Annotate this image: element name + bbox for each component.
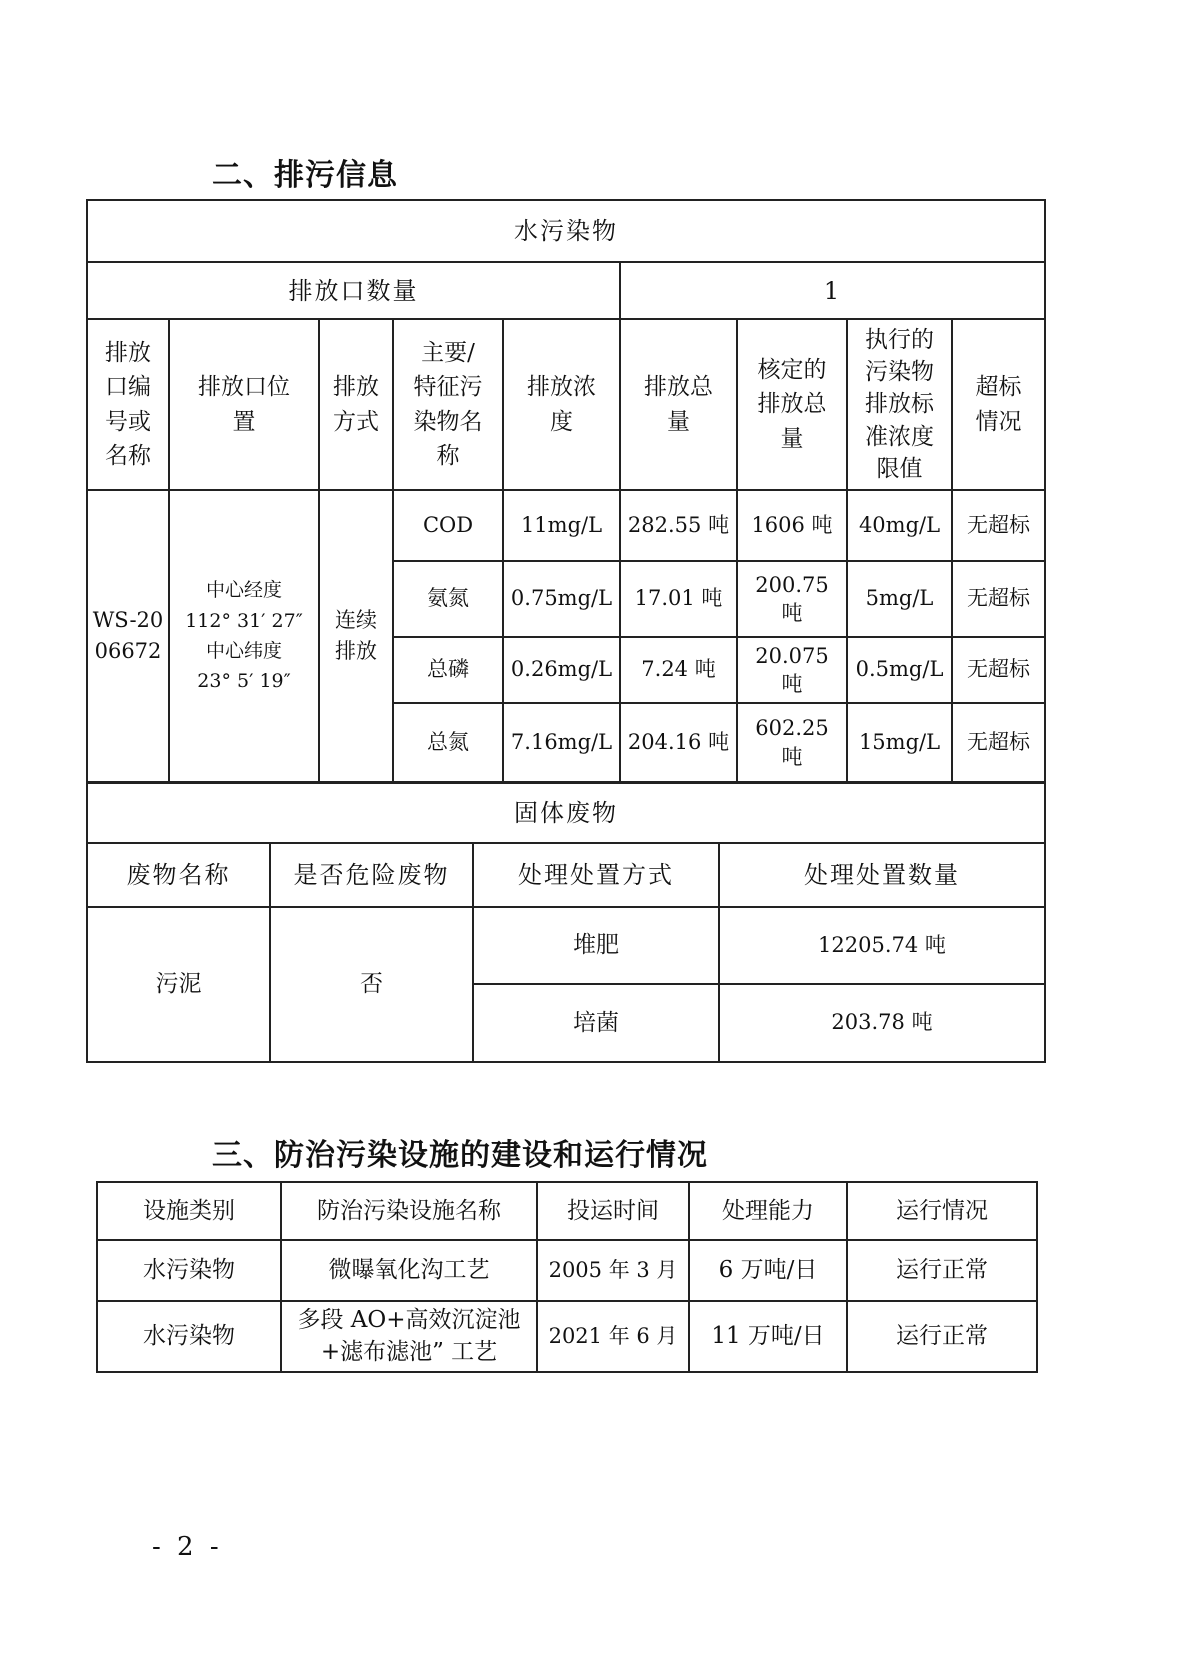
concentration: 7.16mg/L [503, 703, 620, 782]
total: 7.24 吨 [620, 637, 737, 703]
approved-total: 1606 吨 [737, 490, 847, 561]
outlet-count-value: 1 [620, 262, 1045, 319]
header-concentration: 排放浓 度 [503, 319, 620, 490]
table-row [97, 1240, 1037, 1301]
table-row [97, 1301, 1037, 1372]
water-title: 水污染物 [87, 200, 1045, 262]
limit: 40mg/L [847, 490, 952, 561]
outlet-count-label: 排放口数量 [87, 262, 620, 319]
water-pollutants-table [86, 199, 1046, 783]
total: 204.16 吨 [620, 703, 737, 782]
header-hazardous: 是否危险废物 [270, 843, 473, 907]
header-disposal-quantity: 处理处置数量 [719, 843, 1045, 907]
facility-capacity: 11 万吨/日 [689, 1301, 847, 1372]
table-row [87, 490, 1045, 561]
hazardous: 否 [270, 907, 473, 1062]
facility-status: 运行正常 [847, 1240, 1037, 1301]
pollutant-name: 总磷 [393, 637, 503, 703]
header-pollutant: 主要/ 特征污 染物名 称 [393, 319, 503, 490]
solid-title: 固体废物 [87, 783, 1045, 843]
header-facility-name: 防治污染设施名称 [281, 1182, 537, 1240]
approved-total: 200.75 吨 [737, 561, 847, 637]
limit: 15mg/L [847, 703, 952, 782]
status: 无超标 [952, 561, 1045, 637]
facility-name: 多段 AO+高效沉淀池 +滤布滤池” 工艺 [281, 1301, 537, 1372]
header-limit: 执行的 污染物 排放标 准浓度 限值 [847, 319, 952, 490]
header-capacity: 处理能力 [689, 1182, 847, 1240]
facility-status: 运行正常 [847, 1301, 1037, 1372]
header-location: 排放口位 置 [169, 319, 319, 490]
limit: 0.5mg/L [847, 637, 952, 703]
page-number: - 2 - [152, 1532, 223, 1562]
facilities-table [96, 1181, 1038, 1373]
facility-date: 2021 年 6 月 [537, 1301, 689, 1372]
approved-total: 602.25 吨 [737, 703, 847, 782]
facility-capacity: 6 万吨/日 [689, 1240, 847, 1301]
facility-category: 水污染物 [97, 1301, 281, 1372]
facility-name: 微曝氧化沟工艺 [281, 1240, 537, 1301]
section2-heading: 二、排污信息 [212, 158, 398, 193]
header-disposal-method: 处理处置方式 [473, 843, 719, 907]
outlet-location: 中心经度 112° 31′ 27″ 中心纬度 23° 5′ 19″ [169, 490, 319, 782]
pollutant-name: 氨氮 [393, 561, 503, 637]
disposal-method: 培菌 [473, 984, 719, 1062]
header-status: 运行情况 [847, 1182, 1037, 1240]
header-approved: 核定的 排放总 量 [737, 319, 847, 490]
total: 17.01 吨 [620, 561, 737, 637]
total: 282.55 吨 [620, 490, 737, 561]
waste-name: 污泥 [87, 907, 270, 1062]
solid-waste-table [86, 782, 1046, 1063]
discharge-method: 连续 排放 [319, 490, 393, 782]
header-outlet-id: 排放 口编 号或 名称 [87, 319, 169, 490]
concentration: 0.26mg/L [503, 637, 620, 703]
disposal-quantity: 203.78 吨 [719, 984, 1045, 1062]
concentration: 0.75mg/L [503, 561, 620, 637]
header-total: 排放总 量 [620, 319, 737, 490]
status: 无超标 [952, 703, 1045, 782]
header-category: 设施类别 [97, 1182, 281, 1240]
header-waste-name: 废物名称 [87, 843, 270, 907]
header-method: 排放 方式 [319, 319, 393, 490]
header-status: 超标 情况 [952, 319, 1045, 490]
header-date: 投运时间 [537, 1182, 689, 1240]
status: 无超标 [952, 490, 1045, 561]
status: 无超标 [952, 637, 1045, 703]
disposal-method: 堆肥 [473, 907, 719, 984]
disposal-quantity: 12205.74 吨 [719, 907, 1045, 984]
pollutant-name: COD [393, 490, 503, 561]
table-row [87, 907, 1045, 984]
concentration: 11mg/L [503, 490, 620, 561]
section3-heading: 三、防治污染设施的建设和运行情况 [212, 1138, 708, 1173]
approved-total: 20.075 吨 [737, 637, 847, 703]
facility-category: 水污染物 [97, 1240, 281, 1301]
pollutant-name: 总氮 [393, 703, 503, 782]
outlet-id: WS-20 06672 [87, 490, 169, 782]
limit: 5mg/L [847, 561, 952, 637]
facility-date: 2005 年 3 月 [537, 1240, 689, 1301]
